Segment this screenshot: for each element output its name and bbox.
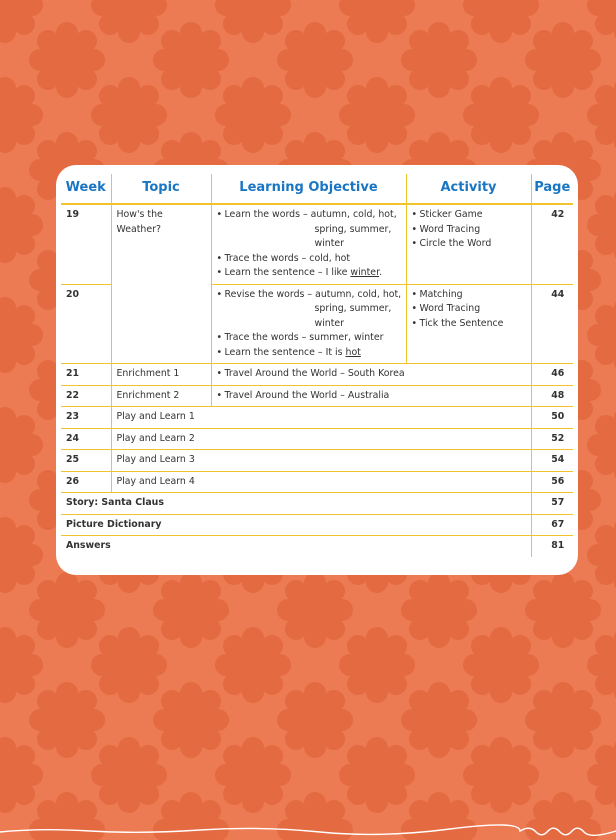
- topic-cell: Enrichment 2: [111, 385, 211, 407]
- topic-cell: Play and Learn 1: [111, 407, 531, 429]
- table-row: [61, 204, 573, 284]
- table-header-row: [61, 174, 573, 204]
- week-number: 19: [61, 204, 111, 284]
- answers-label: Answers: [61, 536, 531, 557]
- week-number: 25: [61, 450, 111, 472]
- week-number: 21: [61, 364, 111, 386]
- week-number: 23: [61, 407, 111, 429]
- table-row: [61, 493, 573, 515]
- week-number: 20: [61, 284, 111, 364]
- objective-item: • Learn the sentence – It is hot: [217, 346, 402, 361]
- objective-item: • Travel Around the World – South Korea: [217, 367, 527, 382]
- page-number: 48: [531, 385, 573, 407]
- table-row: [61, 514, 573, 536]
- topic-cell: How's the Weather?: [111, 204, 211, 364]
- week-number: 24: [61, 428, 111, 450]
- topic-cell: Enrichment 1: [111, 364, 211, 386]
- page-number: 50: [531, 407, 573, 429]
- objective-item: • Travel Around the World – Australia: [217, 389, 527, 404]
- activity-cell: [406, 284, 531, 364]
- objective-cell: [211, 204, 406, 284]
- page-number: 42: [531, 204, 573, 284]
- objective-item: • Trace the words – cold, hot: [217, 252, 402, 267]
- picture-dictionary-label: Picture Dictionary: [61, 514, 531, 536]
- objective-item: • Learn the sentence – I like winter.: [217, 266, 402, 281]
- table-row: [61, 536, 573, 557]
- table-row: [61, 471, 573, 493]
- week-number: 22: [61, 385, 111, 407]
- contents-table: [61, 174, 573, 557]
- activity-item: • Word Tracing: [412, 302, 527, 317]
- objective-cell: [211, 385, 531, 407]
- objective-cell: [211, 284, 406, 364]
- page-number: 57: [531, 493, 573, 515]
- activity-item: • Word Tracing: [412, 223, 527, 238]
- activity-item: • Matching: [412, 288, 527, 303]
- header-page: Page: [531, 174, 573, 204]
- table-row: [61, 385, 573, 407]
- header-learning-objective: Learning Objective: [211, 174, 406, 204]
- header-week: Week: [61, 174, 111, 204]
- activity-item: • Sticker Game: [412, 208, 527, 223]
- story-label: Story: Santa Claus: [61, 493, 531, 515]
- objective-item: • Revise the words – autumn, cold, hot, spring, summer, winter: [217, 288, 402, 332]
- page-number: 81: [551, 540, 565, 551]
- table-row: [61, 428, 573, 450]
- page-number: 67: [531, 514, 573, 536]
- objective-cell: [211, 364, 531, 386]
- page-number: 54: [531, 450, 573, 472]
- table-row: [61, 407, 573, 429]
- activity-cell: [406, 204, 531, 284]
- decorative-wave-line: [0, 822, 616, 840]
- header-activity: Activity: [406, 174, 531, 204]
- week-number: 26: [61, 471, 111, 493]
- topic-cell: Play and Learn 3: [111, 450, 531, 472]
- activity-item: • Tick the Sentence: [412, 317, 527, 332]
- objective-item: • Trace the words – summer, winter: [217, 331, 402, 346]
- table-row: [61, 364, 573, 386]
- topic-cell: Play and Learn 2: [111, 428, 531, 450]
- activity-item: • Circle the Word: [412, 237, 527, 252]
- topic-cell: Play and Learn 4: [111, 471, 531, 493]
- table-row: [61, 450, 573, 472]
- page-number: 44: [531, 284, 573, 364]
- page-number: 56: [531, 471, 573, 493]
- page-number: 46: [531, 364, 573, 386]
- page-number: 52: [531, 428, 573, 450]
- header-topic: Topic: [111, 174, 211, 204]
- objective-item: • Learn the words – autumn, cold, hot, spring, summer, winter: [217, 208, 402, 252]
